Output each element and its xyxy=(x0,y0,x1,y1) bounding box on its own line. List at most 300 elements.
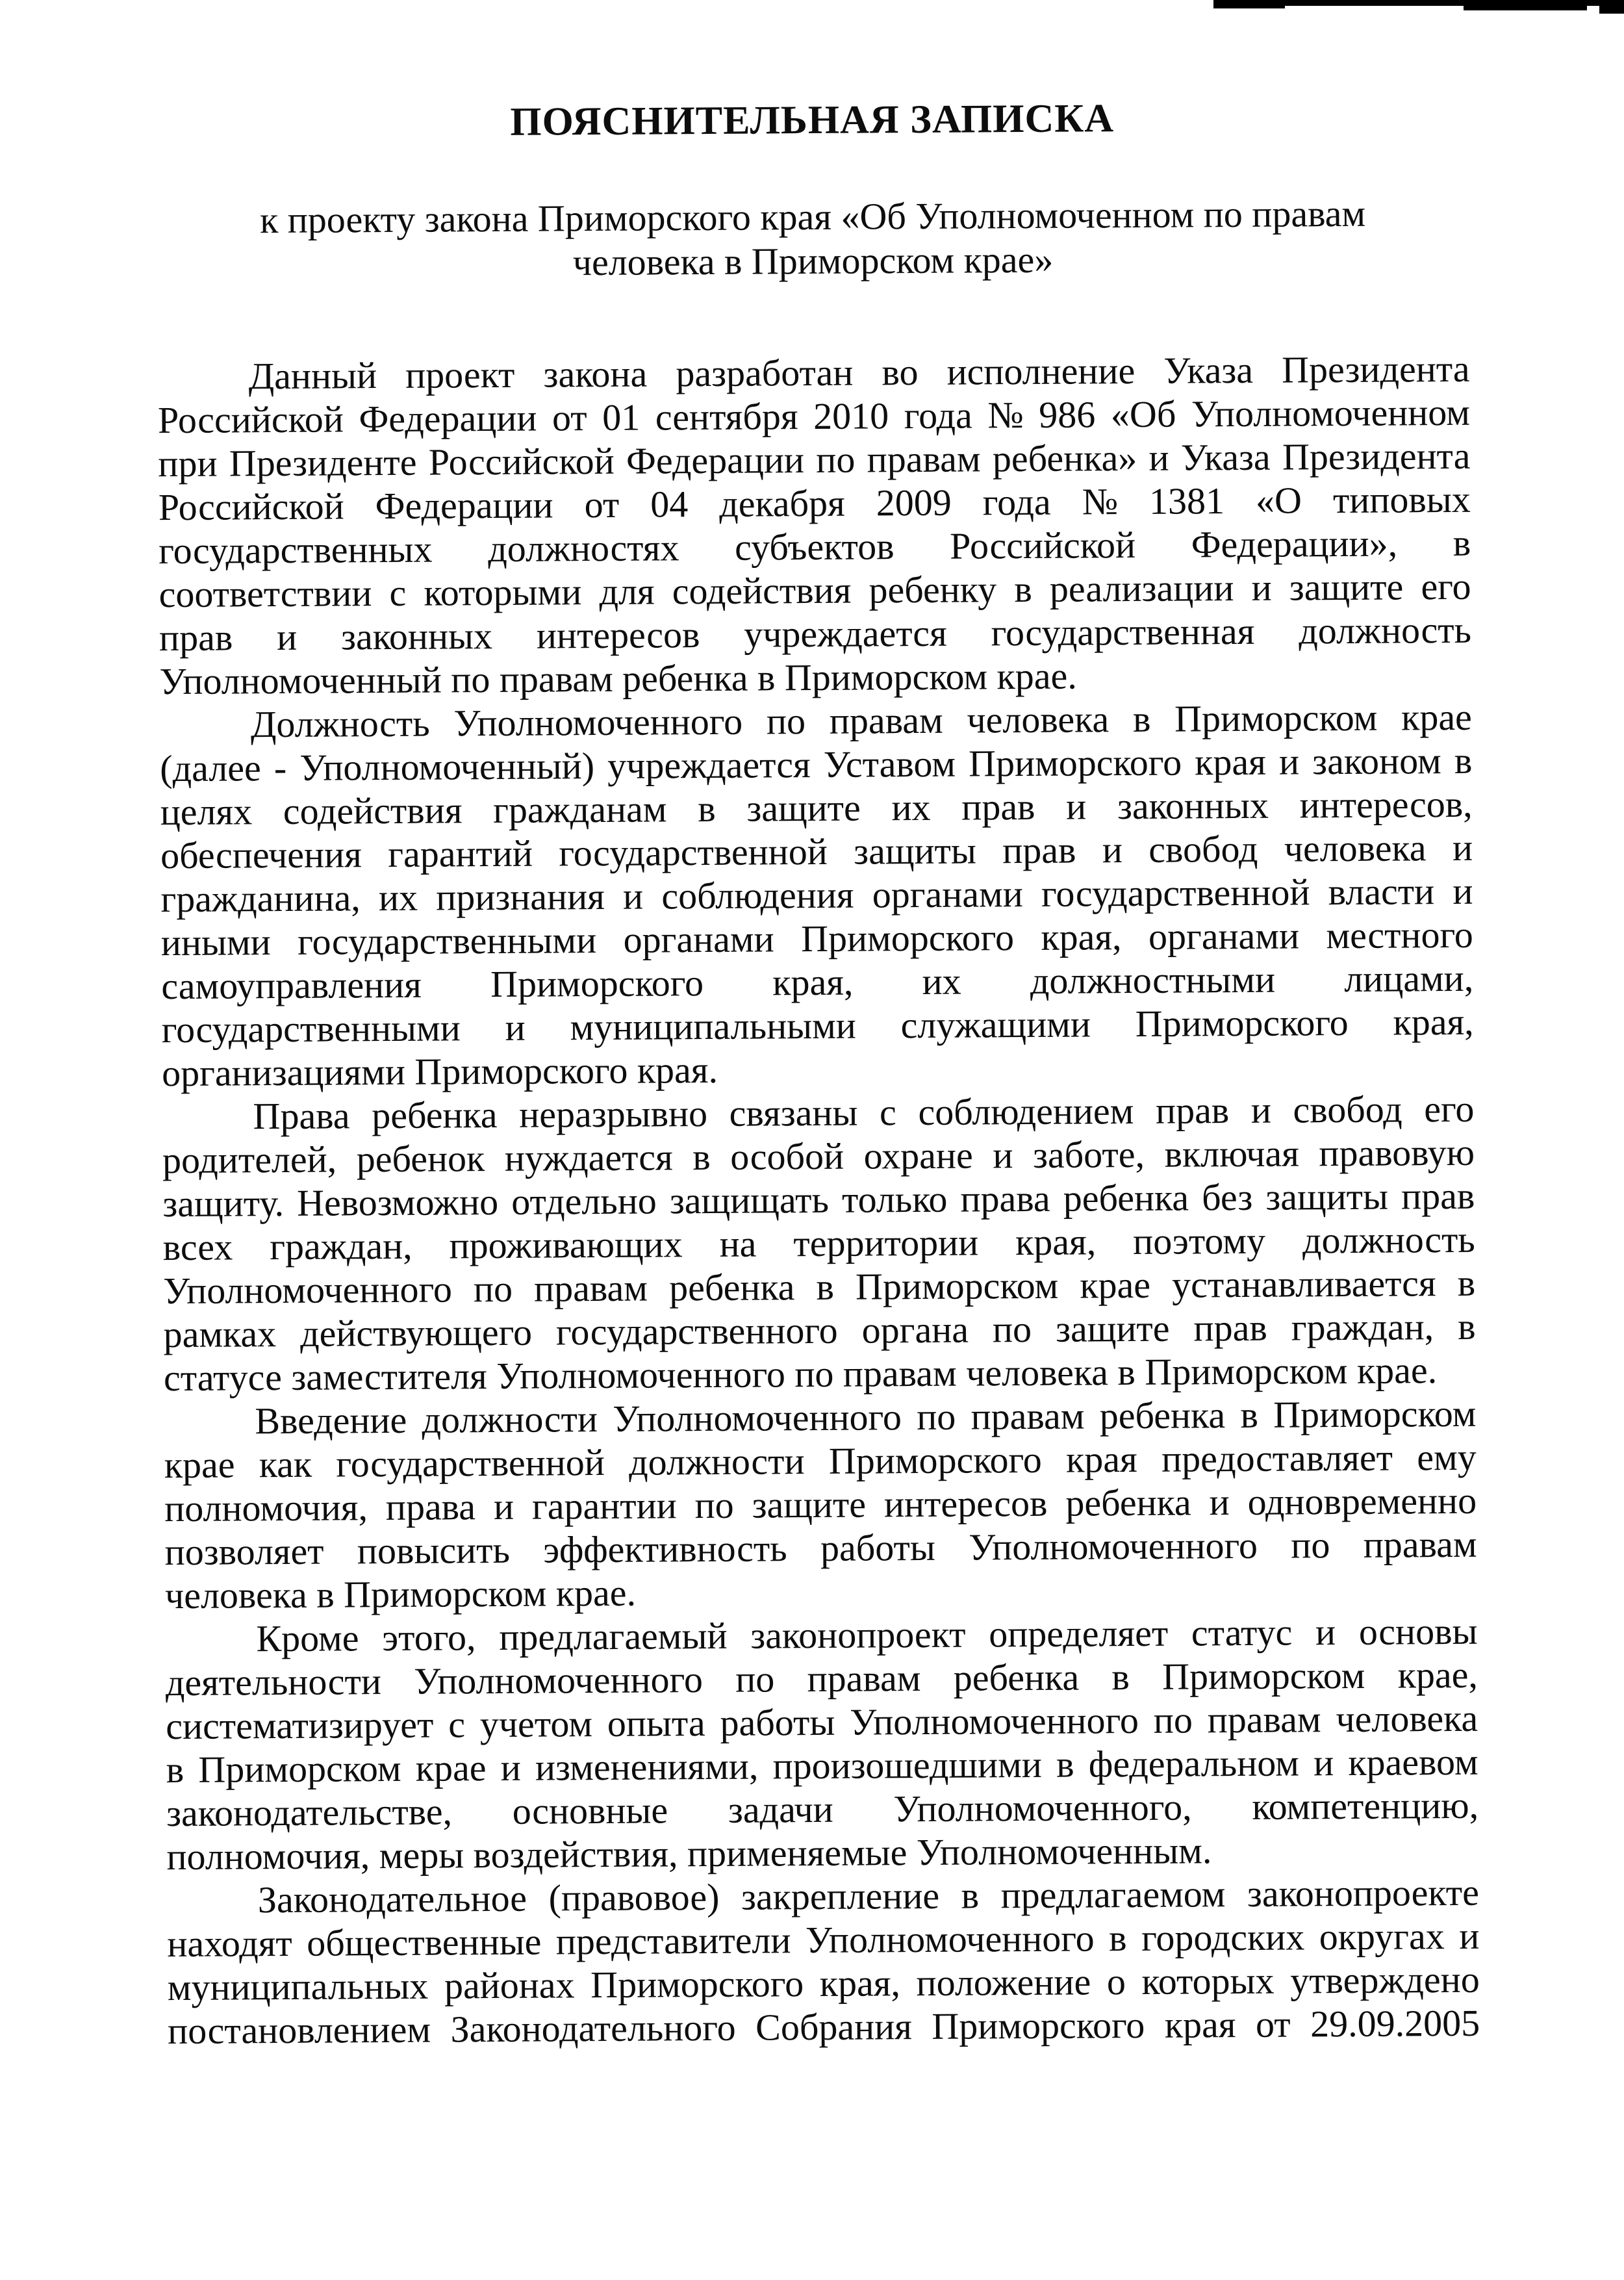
word: изменениями, xyxy=(535,1745,759,1789)
word: в xyxy=(1014,567,1032,611)
text-line: организациями Приморского края. xyxy=(161,1048,718,1095)
word: Приморского xyxy=(932,2003,1145,2047)
word: прав xyxy=(961,785,1035,828)
word: Приморском xyxy=(1161,1654,1365,1698)
word: статус xyxy=(1191,1611,1293,1654)
text-line xyxy=(159,608,1471,660)
word: права xyxy=(960,1177,1050,1220)
word: соблюдением xyxy=(918,1090,1134,1134)
word: предоставляет xyxy=(1161,1436,1393,1480)
word: по xyxy=(473,1267,513,1311)
word: должность xyxy=(1299,608,1472,652)
word: ребенка» xyxy=(992,436,1137,480)
word: Приморского xyxy=(828,1438,1042,1482)
word: Невозможно xyxy=(296,1180,499,1224)
word: типовых xyxy=(1332,478,1471,522)
word: Уполномоченный) xyxy=(299,745,595,789)
text-line xyxy=(167,1871,1479,1922)
text-line xyxy=(164,1479,1477,1530)
word: по xyxy=(735,1658,775,1700)
word: с xyxy=(879,1091,897,1134)
word: законных xyxy=(340,615,493,658)
word: особой xyxy=(730,1134,844,1178)
word: иными xyxy=(160,921,271,964)
word: муниципальными xyxy=(570,1004,857,1049)
word: гражданина, xyxy=(160,877,361,921)
word: охране xyxy=(863,1134,973,1177)
word: Уполномоченном xyxy=(1191,391,1471,435)
word: органами xyxy=(1148,914,1300,958)
word: одновременно xyxy=(1247,1479,1477,1523)
word: человека xyxy=(1284,826,1427,870)
word: защите xyxy=(746,786,861,830)
word: задачи xyxy=(728,1787,833,1831)
word: 01 xyxy=(602,396,641,439)
word: учреждается xyxy=(744,611,947,656)
word: Законодательное xyxy=(257,1877,527,1921)
word: и xyxy=(493,1485,514,1528)
word: Права xyxy=(253,1094,350,1138)
word: Введение xyxy=(255,1398,407,1442)
word: законных xyxy=(1117,784,1269,828)
word: 986 xyxy=(1039,393,1096,436)
word: и xyxy=(505,1006,526,1049)
word: поэтому xyxy=(1132,1219,1266,1263)
word: правовую xyxy=(1319,1131,1475,1175)
text-line xyxy=(166,1697,1478,1748)
word: работы xyxy=(720,1700,835,1744)
text-line xyxy=(167,1914,1479,1966)
word: Приморского xyxy=(590,1962,804,2006)
word: содействия xyxy=(283,789,463,832)
word: эффективность xyxy=(543,1527,787,1571)
document-title: ПОЯСНИТЕЛЬНАЯ ЗАПИСКА xyxy=(510,96,1115,144)
scan-artifact-blob xyxy=(1599,0,1624,14)
word: гарантий xyxy=(388,832,533,876)
word: в xyxy=(692,1135,711,1179)
word: прав xyxy=(159,616,233,660)
paragraph xyxy=(165,1609,1478,1878)
word: устанавливается xyxy=(1171,1262,1436,1306)
text-line xyxy=(160,869,1473,921)
text-line xyxy=(168,1958,1480,2009)
word: их xyxy=(891,786,931,829)
word: предлагаемый xyxy=(499,1614,728,1658)
text-line xyxy=(163,1305,1475,1356)
text-line xyxy=(162,1087,1474,1138)
word: крае xyxy=(164,1443,235,1487)
text-line xyxy=(161,956,1473,1008)
word: при xyxy=(158,442,218,485)
word: государственными xyxy=(297,919,597,963)
word: в xyxy=(1454,739,1473,782)
word: человека xyxy=(967,698,1110,741)
word: прав xyxy=(1401,1174,1475,1218)
word: реализации xyxy=(1049,567,1234,610)
word: края, xyxy=(772,960,854,1004)
word: ребенка xyxy=(668,1266,795,1309)
word: государственных xyxy=(159,528,433,572)
text-line xyxy=(157,347,1469,398)
word: Президента xyxy=(1282,434,1471,478)
word: Президента xyxy=(1281,347,1470,391)
word: предлагаемом xyxy=(1000,1873,1226,1917)
word: власти xyxy=(1328,870,1435,914)
word: края, xyxy=(1393,1000,1474,1044)
word: по xyxy=(917,1395,956,1439)
word: соответствии xyxy=(159,572,372,616)
word: целях xyxy=(160,790,253,834)
word: субъектов xyxy=(734,525,894,569)
word: соблюдения xyxy=(661,873,854,917)
word: закона xyxy=(543,352,648,396)
word: этого, xyxy=(382,1616,476,1659)
word: защите xyxy=(1055,1307,1170,1350)
text-line xyxy=(164,1435,1477,1487)
word: года xyxy=(904,394,972,437)
word: Приморского xyxy=(800,916,1015,960)
word: правам xyxy=(829,698,943,742)
word: общественные xyxy=(307,1920,542,1964)
word: Уполномоченного xyxy=(453,700,743,745)
word: утверждено xyxy=(1290,1958,1480,2002)
word: Федерации xyxy=(375,483,553,528)
word: защищать xyxy=(669,1178,830,1222)
word: Приморского xyxy=(490,962,704,1006)
word: крае xyxy=(1401,695,1473,739)
text-line xyxy=(160,739,1472,790)
word: ребенка xyxy=(372,1093,498,1137)
word: по xyxy=(1153,1698,1193,1741)
word: Приморского xyxy=(1135,1001,1349,1045)
word: крае, xyxy=(1397,1653,1478,1697)
word: в xyxy=(1453,521,1471,564)
word: с xyxy=(448,1703,466,1746)
word: Уполномоченного xyxy=(969,1524,1258,1569)
word: их xyxy=(922,960,961,1003)
word: и xyxy=(1278,740,1300,783)
text-line xyxy=(159,478,1471,529)
word: от xyxy=(584,483,620,526)
word: действующего xyxy=(299,1311,533,1355)
word: «Об xyxy=(1110,392,1176,436)
word: по xyxy=(1291,1524,1330,1567)
word: 2010 xyxy=(813,394,889,437)
document-subtitle-line: человека в Приморском крае» xyxy=(572,238,1054,284)
text-line xyxy=(158,434,1470,485)
word: территории xyxy=(793,1221,979,1265)
word: Уполномоченного, xyxy=(893,1786,1192,1830)
word: и xyxy=(993,1134,1013,1177)
paragraph xyxy=(160,695,1475,1095)
word: рамках xyxy=(163,1313,277,1356)
word: крае xyxy=(1080,1263,1151,1307)
word: права xyxy=(385,1485,476,1529)
word: должности xyxy=(628,1440,805,1483)
document-subtitle xyxy=(157,191,1469,287)
word: его xyxy=(1421,565,1471,608)
word: года xyxy=(982,480,1051,524)
word: края xyxy=(1195,740,1267,784)
word: находят xyxy=(167,1921,292,1966)
word: городских xyxy=(1141,1915,1305,1959)
word: основные xyxy=(512,1789,668,1832)
paragraph xyxy=(167,1871,1480,2053)
text-line: полномочия, меры воздействия, применяемые Уполномоченным. xyxy=(166,1829,1212,1878)
word: местного xyxy=(1326,913,1474,957)
word: и xyxy=(1453,869,1473,912)
word: позволяет xyxy=(164,1530,324,1574)
word: законопроект xyxy=(750,1613,966,1657)
word: обеспечения xyxy=(160,833,362,877)
word: государственного xyxy=(555,1309,838,1353)
word: деятельности xyxy=(165,1660,382,1704)
word: опыта xyxy=(607,1702,705,1745)
text-line xyxy=(165,1609,1477,1661)
word: должность xyxy=(1302,1218,1475,1262)
word: ребенок xyxy=(356,1137,485,1181)
word: правам xyxy=(867,437,981,481)
word: и xyxy=(1313,1741,1334,1784)
word: для xyxy=(599,570,655,613)
word: края, xyxy=(819,1962,901,2005)
scan-artifact-blob xyxy=(1213,0,1285,8)
word: Уполномоченного xyxy=(414,1658,704,1702)
word: самоуправления xyxy=(161,963,422,1008)
word: Российской xyxy=(949,523,1136,567)
word: в xyxy=(816,1265,835,1308)
word: районах xyxy=(444,1964,575,2007)
word: и xyxy=(1102,828,1123,871)
word: сентября xyxy=(655,395,798,439)
word: без xyxy=(1201,1175,1253,1219)
word: во xyxy=(882,351,919,394)
word: должностными xyxy=(1030,958,1276,1002)
word: ребенка xyxy=(953,1656,1080,1699)
word: крае xyxy=(415,1747,487,1789)
word: в xyxy=(1056,1743,1074,1786)
word: только xyxy=(841,1177,948,1221)
word: Российской xyxy=(428,439,615,483)
word: связаны xyxy=(729,1091,858,1134)
text-line xyxy=(163,1261,1475,1313)
word: заботе, xyxy=(1032,1133,1145,1176)
word: государственными xyxy=(161,1006,461,1051)
word: компетенцию, xyxy=(1252,1784,1479,1828)
word: в xyxy=(1108,1917,1127,1960)
word: в xyxy=(1457,1305,1476,1348)
word: постановлением xyxy=(167,2008,431,2053)
word: лицами, xyxy=(1344,956,1474,1001)
text-line xyxy=(160,826,1473,877)
word: Федерации xyxy=(359,396,537,441)
text-line xyxy=(161,913,1473,964)
word: (далее xyxy=(160,747,262,790)
word: разработан xyxy=(676,351,854,395)
word: интересов xyxy=(883,1481,1048,1526)
word: Уполномоченного xyxy=(613,1396,902,1440)
word: от xyxy=(1255,2003,1291,2045)
word: по xyxy=(694,1483,734,1527)
text-line: статусе заместителя Уполномоченного по правам человека в Приморском крае. xyxy=(163,1349,1438,1400)
word: ребенка xyxy=(1099,1394,1226,1437)
word: муниципальных xyxy=(167,1964,429,2009)
word: края, xyxy=(1015,1220,1097,1264)
text-line xyxy=(162,1000,1474,1051)
word: как xyxy=(259,1442,312,1486)
word: Уполномоченного xyxy=(850,1698,1139,1743)
word: органа xyxy=(861,1308,969,1351)
text-line xyxy=(158,391,1470,442)
text-line xyxy=(160,695,1472,747)
word: в xyxy=(166,1748,184,1791)
word: законодательстве, xyxy=(166,1790,453,1835)
word: № xyxy=(1082,480,1119,523)
word: представители xyxy=(555,1919,791,1963)
paragraph xyxy=(162,1087,1476,1400)
word: защиты xyxy=(853,829,977,873)
word: граждан, xyxy=(270,1224,412,1268)
word: государственной xyxy=(559,830,828,875)
word: включая xyxy=(1164,1132,1300,1175)
word: в xyxy=(1132,697,1151,740)
word: Уставом xyxy=(823,742,956,786)
word: «О xyxy=(1255,479,1302,522)
word: и xyxy=(1209,1481,1230,1524)
word: Приморском xyxy=(1273,1392,1477,1436)
word: систематизирует xyxy=(166,1703,434,1748)
word: в xyxy=(698,787,716,830)
word: проживающих xyxy=(449,1223,683,1267)
word: государственной xyxy=(336,1441,605,1485)
word: ребенку xyxy=(869,568,997,611)
word: Федерации», xyxy=(1191,522,1398,566)
word: должности xyxy=(422,1398,598,1441)
word: по xyxy=(816,438,856,481)
word: всех xyxy=(162,1225,233,1269)
word: Кроме xyxy=(256,1617,359,1660)
word: их xyxy=(378,876,418,919)
word: свобод xyxy=(1293,1088,1402,1131)
word: и xyxy=(1452,826,1473,869)
word: и xyxy=(622,875,644,917)
word: правам xyxy=(971,1394,1085,1438)
word: интересов xyxy=(536,613,700,657)
text-line xyxy=(166,1653,1478,1704)
text-line: Уполномоченный по правам ребенка в Приморском крае. xyxy=(159,654,1077,703)
text-line xyxy=(168,2001,1480,2053)
text-line xyxy=(166,1784,1478,1835)
paragraph xyxy=(164,1392,1477,1617)
word: государственная xyxy=(991,609,1255,654)
word: округах xyxy=(1319,1915,1445,1958)
text-line xyxy=(159,521,1471,572)
word: гражданам xyxy=(492,788,667,832)
word: должностях xyxy=(488,526,679,570)
word: гарантии xyxy=(531,1484,677,1528)
word: края, xyxy=(1041,916,1122,958)
word: правам xyxy=(533,1266,648,1310)
word: основы xyxy=(1358,1609,1478,1653)
word: и xyxy=(1148,436,1169,479)
word: учреждается xyxy=(607,743,811,787)
word: по xyxy=(992,1307,1032,1351)
word: № xyxy=(987,394,1024,437)
text-line xyxy=(166,1740,1478,1791)
word: Президенте xyxy=(229,441,417,485)
word: свобод xyxy=(1148,827,1258,871)
word: полномочия, xyxy=(164,1486,368,1530)
word: (правовое) xyxy=(548,1875,720,1919)
word: определяет xyxy=(989,1611,1169,1656)
word: учетом xyxy=(479,1702,593,1746)
word: прав xyxy=(1155,1089,1230,1132)
word: 1381 xyxy=(1148,480,1225,522)
word: защиту. xyxy=(162,1181,285,1225)
word: интересов, xyxy=(1299,782,1473,826)
word: края xyxy=(1065,1437,1137,1481)
word: защиты xyxy=(1265,1175,1389,1218)
text-line xyxy=(162,1131,1475,1182)
word: по xyxy=(766,700,806,743)
word: Должность xyxy=(250,702,430,746)
word: и xyxy=(276,615,298,659)
word: его xyxy=(1424,1087,1475,1131)
scan-artifact-blob xyxy=(1464,0,1587,10)
word: служащими xyxy=(900,1003,1091,1047)
word: 2009 xyxy=(876,481,952,524)
word: и xyxy=(1459,1914,1480,1957)
word: в xyxy=(1457,1261,1476,1304)
word: краевом xyxy=(1348,1740,1478,1784)
word: и xyxy=(500,1746,521,1789)
word: Приморского xyxy=(968,741,1182,785)
word: с xyxy=(389,571,407,614)
word: Уполномоченного xyxy=(805,1917,1095,1962)
word: декабря xyxy=(719,481,845,525)
word: неразрывно xyxy=(518,1092,708,1136)
paragraph xyxy=(157,347,1471,703)
word: 29.09.2005 xyxy=(1310,2001,1480,2045)
document-body xyxy=(157,347,1480,2053)
word: работы xyxy=(820,1526,936,1569)
word: Собрания xyxy=(755,2005,913,2049)
word: повысить xyxy=(357,1528,511,1572)
word: Указа xyxy=(1180,435,1271,479)
word: человека xyxy=(1336,1697,1478,1741)
word: родителей, xyxy=(162,1138,337,1182)
word: Приморском xyxy=(855,1264,1059,1308)
text-line xyxy=(163,1218,1475,1269)
word: положение xyxy=(916,1960,1091,2005)
document-subtitle-line: к проекту закона Приморского края «Об Уполномоченном по правам xyxy=(259,192,1366,242)
word: правам xyxy=(1363,1522,1477,1566)
text-line xyxy=(164,1392,1476,1443)
word: законом xyxy=(1312,739,1441,783)
text-line: человека в Приморском крае. xyxy=(164,1571,637,1617)
word: Федерации xyxy=(626,439,805,482)
word: исполнение xyxy=(946,349,1136,393)
word: от xyxy=(552,396,587,439)
word: о xyxy=(1106,1960,1126,2003)
word: органами xyxy=(623,917,774,961)
word: Законодательного xyxy=(450,2006,736,2051)
word: закрепление xyxy=(741,1874,940,1918)
word: правам xyxy=(1207,1698,1321,1741)
word: Приморском xyxy=(1174,696,1378,740)
word: защите xyxy=(752,1483,867,1526)
word: которых xyxy=(1141,1959,1275,2003)
